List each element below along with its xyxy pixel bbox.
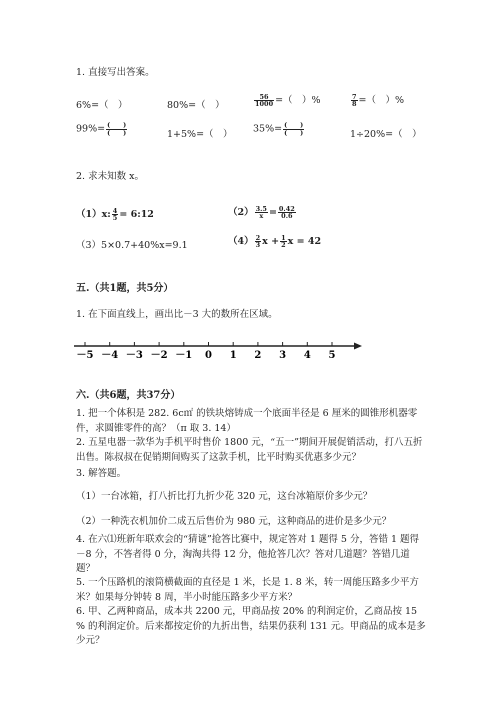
problem-5: 5. 一个压路机的滚筒横截面的直径是 1 米，长是 1. 8 米，转一周能压路多少平方米？如果每分钟转 8 周，半小时能压路多少平方米？ [76,577,419,603]
number-line-arrow [354,343,362,350]
number-line-label: －1 [175,350,193,361]
number-line-label: 2 [254,350,262,361]
number-line-label: －4 [101,350,119,361]
question-5-1: 1. 在下面直线上，画出比－3 大的数所在区域。 [76,309,278,320]
item-56-1000: $\frac{56}{1000}$ =（ ）% [255,92,321,108]
item-99pct: 99%= $\frac{( )}{( )}$ [76,121,127,137]
item-1-div-20pct: 1÷20%=（ ） [350,129,422,140]
problem-4: 4. 在六⑴班新年联欢会的“猜谜”抢答比赛中，规定答对 1 题得 5 分，答错 1 题得－8 分，不答者得 0 分，淘淘共得 12 分，他抢答几次？答对几道题？答错几道题？ [76,534,420,574]
number-line-label: 0 [205,350,212,361]
question-1-title: 1. 直接写出答案。 [76,67,155,78]
problem-6: 6. 甲、乙两种商品，成本共 2200 元，甲商品按 20% 的利润定价，乙商品按 15 % 的利润定价。后来都按定价的九折出售，结果仍获利 131 元。甲商品的成本是多少元？ [76,606,426,646]
item-7-8: $\frac{7}{8}$ =（ ）% [352,92,405,108]
number-line-label: －3 [125,350,143,361]
item-80pct: 80%=（ ） [167,100,225,111]
number-line-label: －2 [150,350,168,361]
item-1-plus-5pct: 1+5%=（ ） [167,129,233,140]
number-line-label: －5 [76,350,94,361]
item-35pct: 35%= $\frac{( )}{( )}$ [253,121,304,137]
problem-2: 2. 五星电器一款华为手机平时售价 1800 元，“五一”期间开展促销活动，打八五折出售。陈叔叔在促销期间购买了这款手机，比平时购买优惠多少元？ [76,437,423,463]
problem-3-sub-1: （1）一台冰箱，打八折比打九折少花 320 元，这台冰箱原价多少元？ [76,491,373,502]
item-6pct: 6%=（ ） [76,100,128,111]
section-6-title: 六.（共6题，共37分） [76,390,181,401]
problem-3-sub-2: （2）一种洗衣机加价二成五后售价为 980 元，这种商品的进价是多少元？ [76,516,392,527]
number-line-label: 5 [328,350,336,361]
equation-3: （3）5×0.7+40%x=9.1 [76,240,188,251]
number-line-label: 3 [279,350,287,361]
problem-3: 3. 解答题。 [76,468,127,479]
equation-4: （4） $\frac{2}{3}$ x + $\frac{1}{2}$ x = 42 [228,233,322,249]
equation-1: （1）x: $\frac{4}{5}$ = 6:12 [76,206,154,222]
section-5-title: 五.（共1题，共5分） [76,283,174,294]
number-line-label: 4 [303,350,311,361]
equation-2: （2） $\frac{3.5}{x}$ = $\frac{0.42}{0.6}$ [228,204,295,220]
problem-1: 1. 把一个体积是 282. 6c㎡ 的铁块熔铸成一个底面半径是 6 厘米的圆锥形机器零件，求圆锥零件的高？（π 取 3. 14） [76,408,418,434]
number-line-label: 1 [229,350,237,361]
question-2-title: 2. 求未知数 x。 [76,171,144,182]
